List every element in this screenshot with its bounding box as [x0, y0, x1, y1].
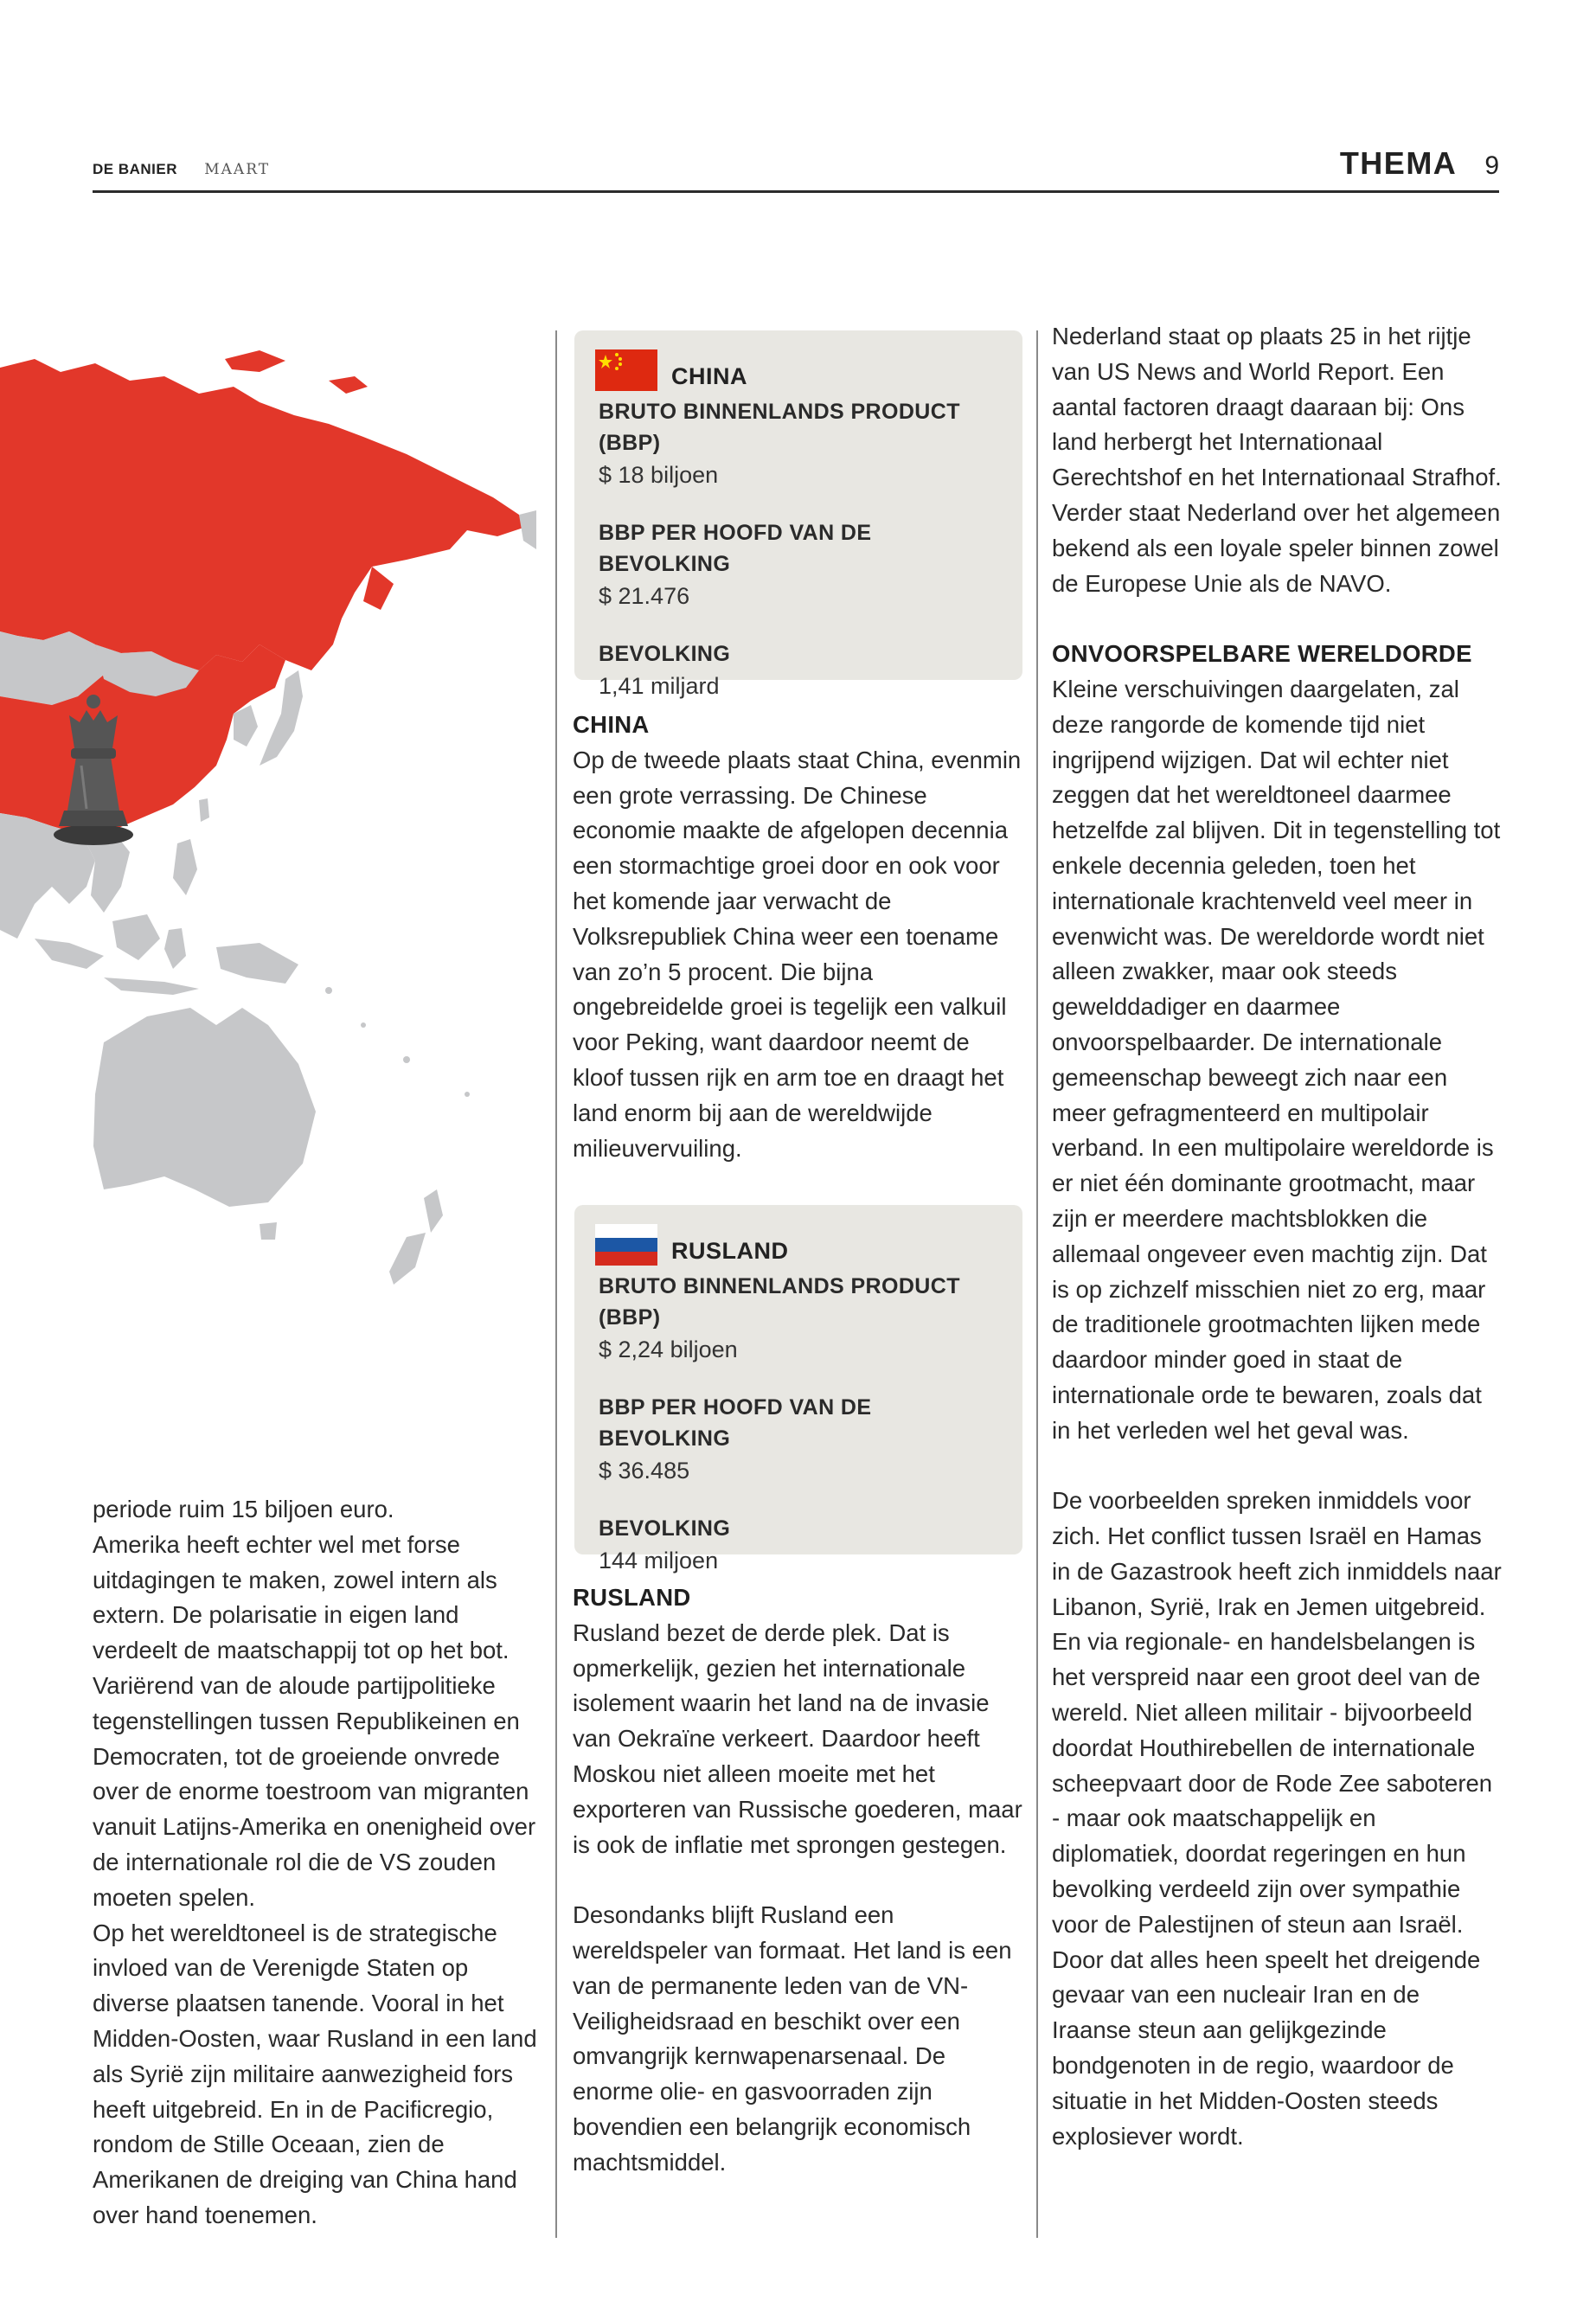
paragraph: Rusland bezet de derde plek. Dat is opmerkelijk, gezien het internationale isolement waarin het land na de invasie van Oekraïne verkeert. Daardoor heeft Moskou niet alleen moeite met het exporteren van Russische goederen, maar is ook de inflatie met sprongen gestegen. [573, 1618, 1022, 1858]
gdp-per-capita-label: BBP PER HOOFD VAN DE BEVOLKING [599, 1395, 872, 1451]
issue-month: MAART [204, 161, 271, 178]
russia-shape [0, 359, 523, 670]
java-shape [104, 977, 199, 995]
gdp-value: $ 2,24 biljoen [599, 1336, 738, 1362]
taiwan-shape [199, 798, 209, 822]
gdp-per-capita-value: $ 36.485 [599, 1458, 690, 1484]
pacific-islet [325, 987, 332, 994]
population-label: BEVOLKING [599, 1516, 731, 1541]
section-header [1340, 145, 1499, 183]
section-heading: ONVOORSPELBARE WERELDORDE [1052, 640, 1472, 668]
paragraph-gap [1052, 601, 1503, 637]
population-value: 1,41 miljard [599, 673, 720, 699]
population-value: 144 miljoen [599, 1548, 719, 1574]
paragraph: Desondanks blijft Rusland een wereldspeler van formaat. Het land is een van de permanente leden van de VN-Veiligheidsraad en beschikt over een omvangrijk kernwapenarsenaal. De enorme olie- en gasvoorraden zijn bovendien een belangrijk economisch machtsmiddel. [573, 1901, 1012, 2176]
russia-section [573, 1580, 1024, 2181]
china-section [573, 708, 1024, 1166]
population-label: BEVOLKING [599, 642, 731, 666]
publication-name: DE BANIER [93, 161, 178, 177]
paragraph: Amerika heeft echter wel met forse uitdagingen te maken, zowel intern als extern. De polarisatie in eigen land verdeelt de maatschappij tot op het bot. Variërend van de aloude partijpolitieke tegenstellingen tussen Republikeinen en Democraten, tot de groeiende onvrede over de enorme toestroom van migranten vanuit Latijns-Amerika en onenigheid over de internationale rol die de VS zouden moeten spelen. [93, 1530, 536, 1911]
world-map-illustration [0, 333, 536, 1328]
card-country-name: RUSLAND [671, 1238, 789, 1264]
section-heading: RUSLAND [573, 1584, 691, 1611]
section-title: THEMA [1339, 145, 1458, 181]
new-guinea-shape [216, 943, 298, 984]
indonesia-shape [35, 939, 104, 969]
pacific-islet [465, 1092, 470, 1097]
left-column [93, 1492, 538, 2234]
russia-fact-card [574, 1205, 1022, 1574]
gdp-value: $ 18 biljoen [599, 462, 719, 488]
gdp-label: BRUTO BINNENLANDS PRODUCT (BBP) [599, 400, 960, 455]
paragraph-gap [1052, 1449, 1503, 1484]
gdp-label: BRUTO BINNENLANDS PRODUCT (BBP) [599, 1274, 960, 1330]
borneo-shape [112, 914, 160, 960]
gdp-per-capita-value: $ 21.476 [599, 583, 690, 609]
china-fact-card [574, 330, 1022, 699]
pacific-islet [403, 1056, 410, 1063]
paragraph-gap [573, 1862, 1024, 1898]
paragraph: De voorbeelden spreken inmiddels voor zich. Het conflict tussen Israël en Hamas in de Gazastrook heeft zich inmiddels naar Libanon, Syrië, Irak en Jemen uitgebreid. En via regionale- en handelsbelangen is het verspreid naar een groot deel van de wereld. Niet alleen militair - bijvoorbeeld doordat Houthirebellen de internationale scheepvaart door de Rode Zee saboteren - maar ook maatschappelijk en diplomatiek, doordat regeringen en hun bevolking verdeeld zijn over sympathie voor de Palestijnen of steun aan Israël. Door dat alles heen speelt het dreigende gevaar van een nucleair Iran en de Iraanse steun aan gelijkgezinde bondgenoten in de regio, waardoor de situatie in het Midden-Oosten steeds explosiever wordt. [1052, 1487, 1502, 2150]
paragraph: Op het wereldtoneel is de strategische invloed van de Verenigde Staten op diverse plaatsen tanende. Vooral in het Midden-Oosten, waar Rusland in een land als Syrië zijn militaire aanwezigheid fors heeft uitgebreid. En in de Pacificregio, rondom de Stille Oceaan, zien de Amerikanen de dreiging van China hand over hand toenemen. [93, 1919, 537, 2228]
arctic-islands-shape-2 [329, 376, 368, 394]
russia-flag-icon [595, 1224, 657, 1266]
header-rule [93, 190, 1499, 193]
korea-shape [234, 705, 258, 747]
column-divider-right [1036, 330, 1038, 2238]
arctic-islands-shape [225, 350, 285, 372]
paragraph: Nederland staat op plaats 25 in het rijtje van US News and World Report. Een aantal factoren draagt daaraan bij: Ons land herbergt het Internationaal Gerechtshof en het Internationaal Strafhof. Verder staat Nederland over het algemeen bekend als een loyale speler binnen zowel de Europese Unie als de NAVO. [1052, 323, 1502, 597]
sulawesi-shape [164, 928, 186, 969]
paragraph: periode ruim 15 biljoen euro. [93, 1496, 394, 1522]
tasmania-shape [260, 1222, 277, 1240]
page-number: 9 [1484, 151, 1499, 180]
new-zealand-south-shape [389, 1233, 426, 1285]
card-country-name: CHINA [671, 363, 747, 389]
section-heading: CHINA [573, 711, 650, 738]
kamchatka-shape [363, 567, 394, 610]
right-column [1052, 319, 1503, 2154]
china-flag-icon [595, 349, 657, 391]
paragraph: Kleine verschuivingen daargelaten, zal deze rangorde de komende tijd niet ingrijpend wijzigen. Dat wil echter niet zeggen dat het wereldtoneel daarmee hetzelfde zal blijven. Dit in tegenstelling tot enkele decennia geleden, toen het internationale krachtenveld veel meer in evenwicht was. De wereldorde wordt niet alleen zwakker, maar ook steeds gewelddadiger en daarmee onvoorspelbaarder. De internationale gemeenschap beweegt zich naar een meer gefragmenteerd en multipolair verband. In een multipolaire wereldorde is er niet één dominante grootmacht, maar zijn er meerdere machtsblokken die allemaal ongeveer even machtig zijn. Dat is op zichzelf misschien niet zo erg, maar de traditionele grootmachten lijken mede daardoor minder goed in staat de internationale orde te bewaren, zoals dat in het verleden wel het geval was. [1052, 675, 1501, 1444]
new-zealand-shape [424, 1189, 443, 1233]
philippines-shape [173, 839, 197, 895]
paragraph: Op de tweede plaats staat China, evenmin een grote verrassing. De Chinese economie maakte de afgelopen decennia een stormachtige groei door en ook voor het komende jaar verwacht de Volksrepubliek China weer een toename van zo’n 5 procent. Die bijna ongebreidelde groei is tegelijk een valkuil voor Peking, want daardoor neemt de kloof tussen rijk en arm toe en draagt het land enorm bij aan de wereldwijde milieuvervuiling. [573, 746, 1022, 1162]
gdp-per-capita-label: BBP PER HOOFD VAN DE BEVOLKING [599, 521, 872, 576]
column-divider-left [555, 330, 557, 2238]
australia-shape [93, 1008, 316, 1207]
masthead [93, 161, 270, 178]
alaska-tip-shape [519, 510, 536, 549]
pacific-islet [361, 1022, 366, 1028]
